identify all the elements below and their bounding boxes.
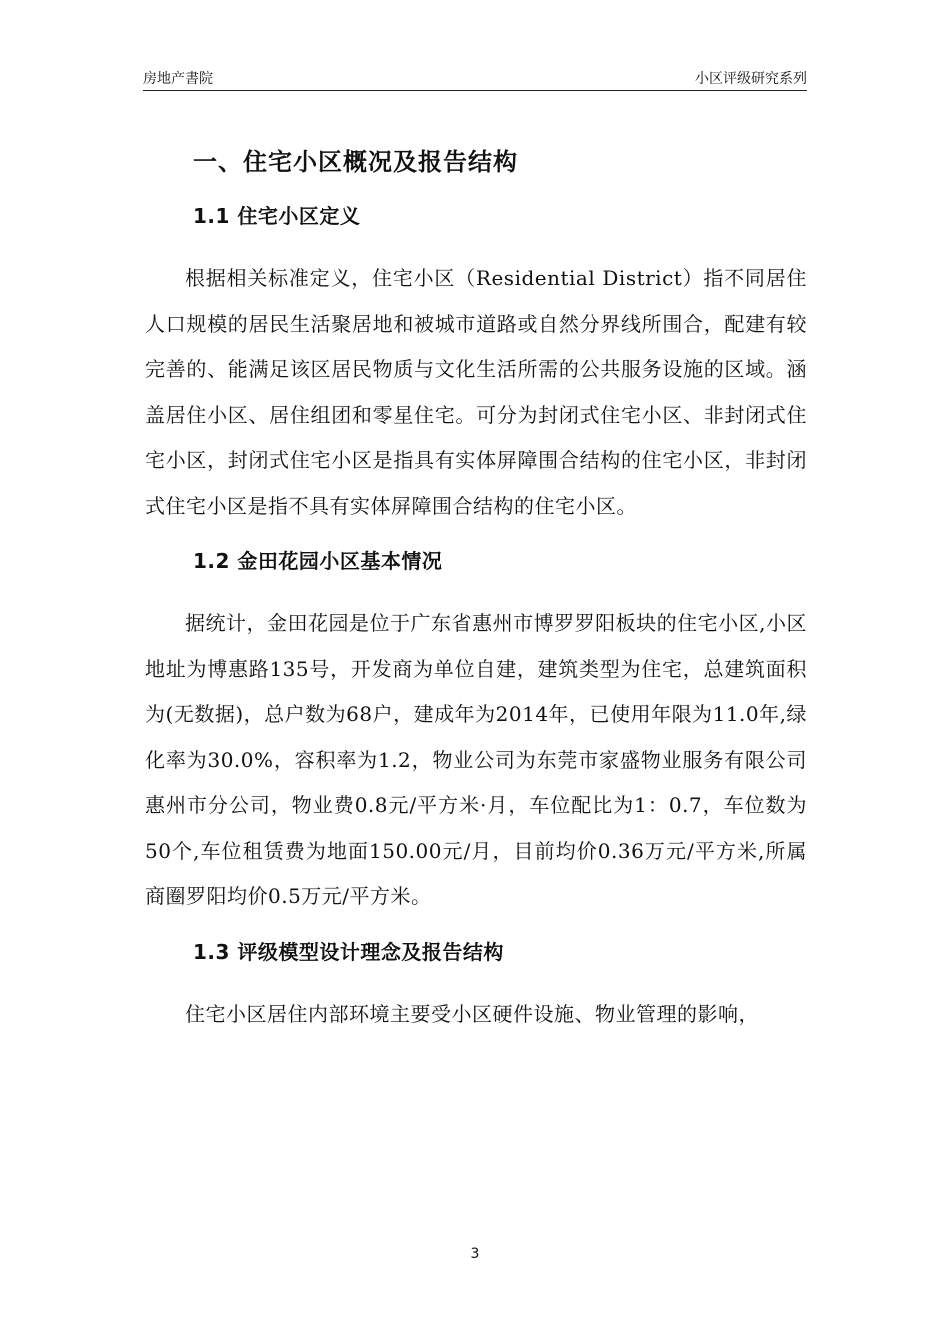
page-number: 3 [470,1246,480,1262]
subsection-title-1-3: 1.3 评级模型设计理念及报告结构 [193,939,504,964]
header-brand: 房地产書院 [143,71,213,87]
page-header [143,64,807,91]
paragraph-basic-info: 据统计，金田花园是位于广东省惠州市博罗罗阳板块的住宅小区,小区地址为博惠路135号，开发商为单位自建，建筑类型为住宅，总建筑面积为(无数据)，总户数为68户，建成年为2014年，已使用年限为11.0年,绿化率为30.0%，容积率为1.2，物业公司为东莞市家盛物业服务有限公司惠州市分公司，物业费0.8元/平方米·月，车位配比为1：0.7，车位数为50个,车位租赁费为地面150.00元/月，目前均价0.36万元/平方米,所属商圈罗阳均价0.5万元/平方米。 [145,611,807,908]
paragraph-definition: 根据相关标准定义，住宅小区（Residential District）指不同居住人口规模的居民生活聚居地和被城市道路或自然分界线所围合，配建有较完善的、能满足该区居民物质与文化生活所需的公共服务设施的区域。涵盖居住小区、居住组团和零星住宅。可分为封闭式住宅小区、非封闭式住宅小区，封闭式住宅小区是指具有实体屏障围合结构的住宅小区，非封闭式住宅小区是指不具有实体屏障围合结构的住宅小区。 [145,266,807,518]
paragraph-model-design: 住宅小区居住内部环境主要受小区硬件设施、物业管理的影响， [185,1001,759,1026]
subsection-title-1-1: 1.1 住宅小区定义 [193,204,361,228]
section-title: 一、住宅小区概况及报告结构 [193,148,518,176]
header-series-title: 小区评级研究系列 [695,71,807,87]
document-body [145,140,807,1051]
subsection-title-1-2: 1.2 金田花园小区基本情况 [193,549,443,573]
